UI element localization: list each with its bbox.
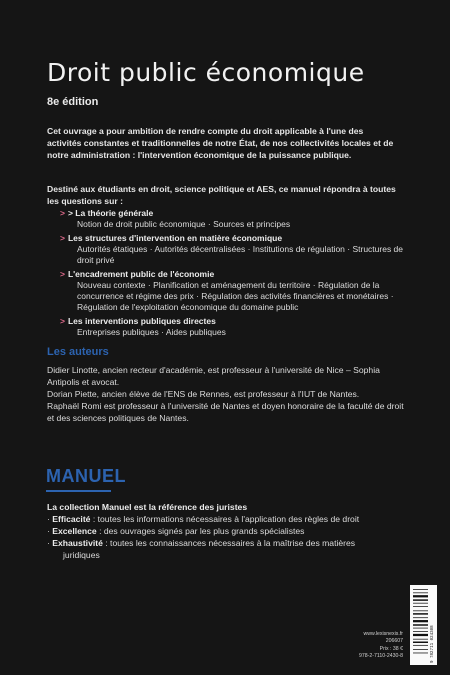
collection-item-label: Exhaustivité [52,538,103,548]
authors-heading: Les auteurs [47,346,109,358]
product-code: 206607 [385,638,403,645]
chevron-right-icon: > [60,233,65,243]
topic-item [60,269,405,313]
chevron-right-icon: > [60,316,65,326]
barcode-graphic [410,585,437,665]
topics-list [60,208,405,341]
barcode [410,585,437,665]
collection-intro: La collection Manuel est la référence des juristes [47,502,248,512]
collection-item: · Excellence : des ouvrages signés par les plus grands spécialistes [47,526,305,536]
edition-label: 8e édition [47,96,99,108]
topic-title: Les structures d'intervention en matière économique [67,233,283,243]
topic-title: Les interventions publiques directes [67,316,216,326]
topic-body: Notion de droit public économique · Sources et principes [77,219,291,229]
collection-item-continuation: juridiques [63,550,100,560]
author-line: Didier Linotte, ancien recteur d'académie, est professeur à l'université de Nice – Sophia Antipolis et avocat. [47,365,380,387]
topic-item [60,233,405,266]
lead-paragraph: Destiné aux étudiants en droit, science politique et AES, ce manuel répondra à toutes les questions sur : [47,184,396,206]
book-title: Droit public économique [47,58,365,87]
collection-item-label: Efficacité [52,514,91,524]
intro-paragraph: Cet ouvrage a pour ambition de rendre compte du droit applicable à l'une des activités constantes et traditionnelles de notre État, de nos collectivités locales et de notre administration : l'intervention économique de la puissance publique. [47,126,394,160]
barcode-digits: 9 782711 024308 [431,625,435,663]
collection-item-text: : toutes les connaissances nécessaires à la maîtrise des matières [102,538,356,548]
collection-item-text: : des ouvrages signés par les plus grands spécialistes [96,526,305,536]
author-line: Dorian Piette, ancien élève de l'ENS de Rennes, est professeur à l'IUT de Nantes. [47,389,360,399]
collection-item: · Efficacité : toutes les informations nécessaires à l'application des règles de droit [47,514,360,524]
authors-block [47,364,407,424]
price-label: Prix : 38 € [379,645,403,652]
topic-title: > La théorie générale [67,208,154,218]
isbn-label: 978-2-7110-2430-8 [358,653,403,660]
topic-body: Nouveau contexte · Planification et aménagement du territoire · Régulation de la concurrence et régime des prix · Régulation des activités financières et monétaires · Régulation de l'exploitation économique du domaine public [77,280,394,312]
topic-item [60,316,405,338]
topic-title: L'encadrement public de l'économie [67,269,215,279]
chevron-right-icon: > [60,269,65,279]
logo-underline [46,490,111,492]
collection-item-label: Excellence [52,526,97,536]
collection-block [47,501,407,561]
collection-item-text: : toutes les informations nécessaires à l'application des règles de droit [90,514,360,524]
publisher-info [318,631,403,661]
topic-body: Entreprises publiques · Aides publiques [77,327,226,337]
collection-item: · Exhaustivité : toutes les connaissances nécessaires à la maîtrise des matières [47,538,356,548]
topic-body: Autorités étatiques · Autorités décentralisées · Institutions de régulation · Structures de droit privé [77,244,404,265]
topic-item [60,208,405,230]
publisher-website: www.lexisnexis.fr [363,631,403,637]
author-line: Raphaël Romi est professeur à l'université de Nantes et doyen honoraire de la faculté de droit et des sciences politiques de Nantes. [47,401,404,423]
collection-logo: MANUEL [46,466,126,486]
chevron-right-icon: > [60,208,65,218]
